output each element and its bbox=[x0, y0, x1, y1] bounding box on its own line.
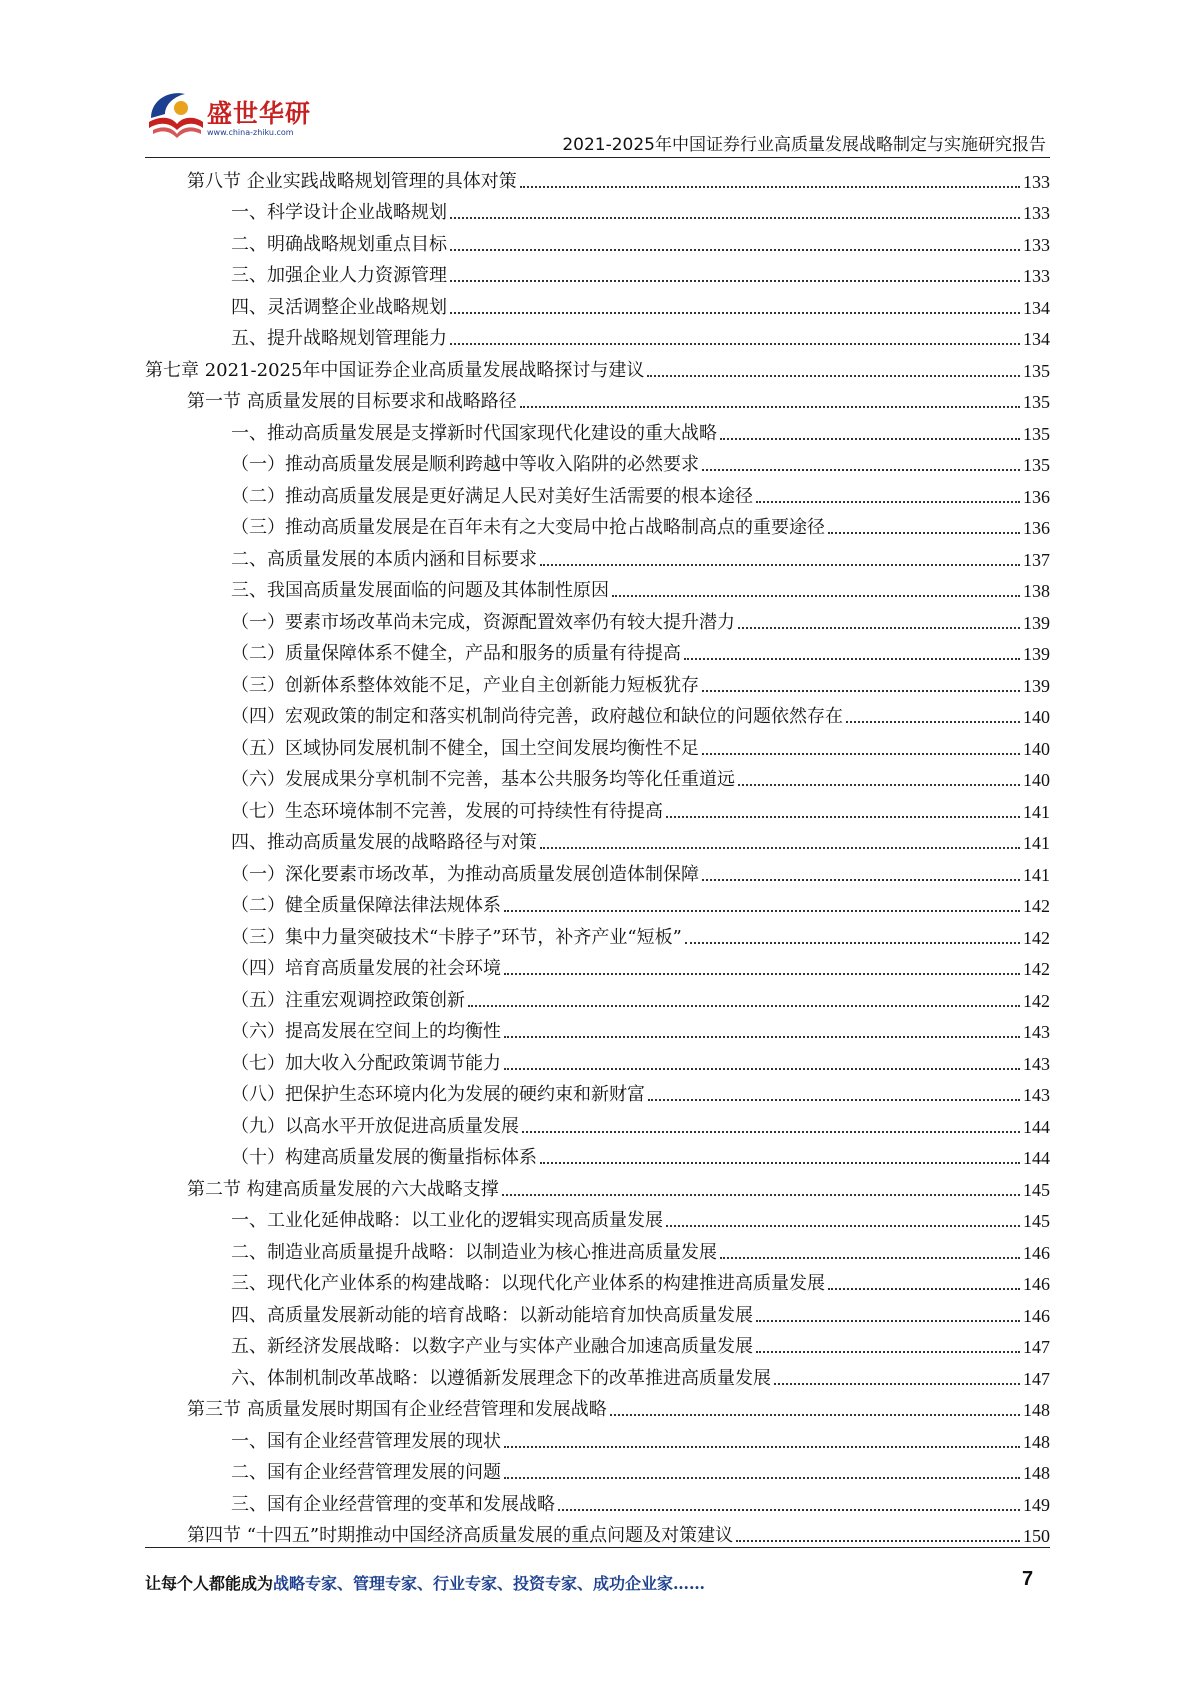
dot-leader bbox=[738, 627, 1020, 629]
toc-entry-page: 147 bbox=[1023, 1368, 1050, 1389]
toc-entry-title: 五、新经济发展战略：以数字产业与实体产业融合加速高质量发展 bbox=[231, 1336, 753, 1357]
toc-entry[interactable] bbox=[145, 1359, 1050, 1391]
toc-entry-title: 三、国有企业经营管理的变革和发展战略 bbox=[231, 1493, 555, 1515]
dot-leader bbox=[450, 217, 1020, 219]
toc-entry-page: 145 bbox=[1023, 1179, 1050, 1200]
toc-entry[interactable] bbox=[145, 729, 1050, 761]
toc-entry-title: 一、工业化延伸战略：以工业化的逻辑实现高质量发展 bbox=[231, 1210, 663, 1231]
toc-entry-page: 146 bbox=[1023, 1305, 1050, 1326]
toc-entry[interactable] bbox=[145, 792, 1050, 824]
dot-leader bbox=[828, 1288, 1020, 1290]
toc-entry-title: 四、推动高质量发展的战略路径与对策 bbox=[231, 832, 537, 853]
toc-entry[interactable] bbox=[145, 1170, 1050, 1202]
toc-entry-title: （二）健全质量保障法律法规体系 bbox=[231, 895, 501, 916]
dot-leader bbox=[647, 375, 1020, 377]
toc-entry-title: （一）深化要素市场改革，为推动高质量发展创造体制保障 bbox=[231, 863, 699, 885]
dot-leader bbox=[450, 343, 1020, 345]
toc-entry-page: 144 bbox=[1023, 1148, 1050, 1168]
footer-divider bbox=[145, 1547, 1050, 1548]
dot-leader bbox=[468, 1005, 1020, 1007]
toc-entry-page: 148 bbox=[1023, 1400, 1050, 1420]
toc-entry-title: （四）宏观政策的制定和落实机制尚待完善，政府越位和缺位的问题依然存在 bbox=[231, 706, 843, 727]
footer-prefix: 让每个人都能成为 bbox=[145, 1574, 274, 1593]
toc-entry-title: （一）推动高质量发展是顺利跨越中等收入陷阱的必然要求 bbox=[231, 454, 699, 475]
toc-entry-page: 150 bbox=[1023, 1526, 1050, 1546]
toc-entry-title: （四）培育高质量发展的社会环境 bbox=[231, 958, 501, 979]
toc-entry-page: 133 bbox=[1023, 171, 1050, 192]
toc-entry-title: 二、国有企业经营管理发展的问题 bbox=[231, 1462, 501, 1483]
toc-entry-page: 142 bbox=[1023, 959, 1050, 979]
toc-entry[interactable] bbox=[145, 1422, 1050, 1454]
toc-entry[interactable] bbox=[145, 1391, 1050, 1423]
report-title: 2021-2025年中国证券行业高质量发展战略制定与实施研究报告 bbox=[562, 135, 1046, 155]
toc-entry-title: 四、高质量发展新动能的培育战略：以新动能培育加快高质量发展 bbox=[231, 1304, 753, 1326]
toc-entry[interactable] bbox=[145, 1328, 1050, 1360]
toc-entry-title: （七）生态环境体制不完善，发展的可持续性有待提高 bbox=[231, 800, 663, 822]
dot-leader bbox=[846, 721, 1020, 723]
toc-entry-page: 143 bbox=[1023, 1022, 1050, 1042]
toc-entry-title: （九）以高水平开放促进高质量发展 bbox=[231, 1115, 519, 1137]
dot-leader bbox=[540, 564, 1020, 566]
toc-entry-title: （三）集中力量突破技术“卡脖子”环节，补齐产业“短板” bbox=[231, 926, 682, 948]
toc-entry[interactable] bbox=[145, 761, 1050, 793]
company-logo bbox=[145, 78, 345, 148]
dot-leader bbox=[610, 1414, 1020, 1416]
dot-leader bbox=[702, 690, 1020, 692]
logo-url: www.china-zhiku.com bbox=[207, 128, 294, 137]
toc-entry[interactable] bbox=[145, 950, 1050, 982]
toc-entry-page: 136 bbox=[1023, 486, 1050, 507]
toc-entry-page: 134 bbox=[1023, 329, 1050, 349]
toc-entry[interactable] bbox=[145, 1107, 1050, 1139]
dot-leader bbox=[756, 1320, 1020, 1322]
toc-entry-title: 一、国有企业经营管理发展的现状 bbox=[231, 1430, 501, 1452]
dot-leader bbox=[666, 816, 1020, 818]
footer-slogan bbox=[145, 1571, 705, 1594]
toc-entry-page: 135 bbox=[1023, 360, 1050, 381]
table-of-contents bbox=[145, 162, 1050, 1548]
toc-entry-title: （二）质量保障体系不健全，产品和服务的质量有待提高 bbox=[231, 643, 681, 664]
toc-entry[interactable] bbox=[145, 351, 1050, 383]
toc-entry[interactable] bbox=[145, 383, 1050, 415]
toc-entry[interactable] bbox=[145, 1485, 1050, 1517]
dot-leader bbox=[648, 1099, 1020, 1101]
toc-entry-page: 144 bbox=[1023, 1116, 1050, 1137]
toc-entry[interactable] bbox=[145, 1233, 1050, 1265]
dot-leader bbox=[504, 1477, 1020, 1479]
page-number: 7 bbox=[1022, 1568, 1034, 1590]
toc-entry-page: 142 bbox=[1023, 896, 1050, 916]
toc-entry[interactable] bbox=[145, 824, 1050, 856]
dot-leader bbox=[504, 1446, 1020, 1448]
dot-leader bbox=[520, 186, 1020, 188]
dot-leader bbox=[450, 249, 1020, 251]
toc-entry-title: （十）构建高质量发展的衡量指标体系 bbox=[231, 1147, 537, 1168]
dot-leader bbox=[504, 973, 1020, 975]
page-header bbox=[145, 78, 1050, 158]
toc-entry-title: 第三节 高质量发展时期国有企业经营管理和发展战略 bbox=[187, 1399, 607, 1420]
toc-entry-title: 三、我国高质量发展面临的问题及其体制性原因 bbox=[231, 580, 609, 601]
toc-entry[interactable] bbox=[145, 509, 1050, 541]
toc-entry-title: （七）加大收入分配政策调节能力 bbox=[231, 1052, 501, 1074]
dot-leader bbox=[502, 1194, 1020, 1196]
toc-entry[interactable] bbox=[145, 698, 1050, 730]
toc-entry-page: 136 bbox=[1023, 518, 1050, 538]
dot-leader bbox=[522, 1131, 1020, 1133]
toc-entry-page: 141 bbox=[1023, 801, 1050, 822]
toc-entry-page: 140 bbox=[1023, 707, 1050, 727]
dot-leader bbox=[702, 469, 1020, 471]
toc-entry[interactable] bbox=[145, 635, 1050, 667]
dot-leader bbox=[504, 1068, 1020, 1070]
toc-entry[interactable] bbox=[145, 288, 1050, 320]
toc-entry-title: （五）注重宏观调控政策创新 bbox=[231, 989, 465, 1011]
toc-entry[interactable] bbox=[145, 981, 1050, 1013]
dot-leader bbox=[540, 847, 1020, 849]
toc-entry-page: 140 bbox=[1023, 770, 1050, 790]
toc-entry-title: （三）推动高质量发展是在百年未有之大变局中抢占战略制高点的重要途径 bbox=[231, 517, 825, 538]
toc-entry-title: 四、灵活调整企业战略规划 bbox=[231, 296, 447, 318]
toc-entry-page: 146 bbox=[1023, 1242, 1050, 1263]
toc-entry-page: 134 bbox=[1023, 297, 1050, 318]
toc-entry-title: 二、明确战略规划重点目标 bbox=[231, 233, 447, 255]
dot-leader bbox=[450, 280, 1020, 282]
dot-leader bbox=[828, 532, 1020, 534]
dot-leader bbox=[774, 1383, 1020, 1385]
dot-leader bbox=[736, 1540, 1020, 1542]
toc-entry-title: 第一节 高质量发展的目标要求和战略路径 bbox=[187, 391, 517, 412]
toc-entry[interactable] bbox=[145, 194, 1050, 226]
dot-leader bbox=[540, 1162, 1020, 1164]
toc-entry[interactable] bbox=[145, 1296, 1050, 1328]
dot-leader bbox=[612, 595, 1020, 597]
toc-entry[interactable] bbox=[145, 320, 1050, 352]
toc-entry-title: 一、科学设计企业战略规划 bbox=[231, 202, 447, 223]
header-divider bbox=[145, 157, 1050, 158]
dot-leader bbox=[756, 1351, 1020, 1353]
toc-entry[interactable] bbox=[145, 1265, 1050, 1297]
toc-entry-page: 147 bbox=[1023, 1337, 1050, 1357]
toc-entry-title: （二）推动高质量发展是更好满足人民对美好生活需要的根本途径 bbox=[231, 485, 753, 507]
toc-entry-title: 二、高质量发展的本质内涵和目标要求 bbox=[231, 548, 537, 570]
logo-name: 盛世华研 bbox=[207, 99, 312, 128]
toc-entry-page: 135 bbox=[1023, 423, 1050, 444]
toc-entry[interactable] bbox=[145, 446, 1050, 478]
toc-entry-page: 133 bbox=[1023, 266, 1050, 286]
toc-entry-page: 142 bbox=[1023, 990, 1050, 1011]
toc-entry[interactable] bbox=[145, 855, 1050, 887]
toc-entry[interactable] bbox=[145, 257, 1050, 289]
toc-entry-page: 145 bbox=[1023, 1211, 1050, 1231]
toc-entry[interactable] bbox=[145, 666, 1050, 698]
toc-entry[interactable] bbox=[145, 887, 1050, 919]
toc-entry[interactable] bbox=[145, 1517, 1050, 1549]
toc-entry-title: 三、加强企业人力资源管理 bbox=[231, 265, 447, 286]
toc-entry-title: 五、提升战略规划管理能力 bbox=[231, 328, 447, 349]
toc-entry[interactable] bbox=[145, 1013, 1050, 1045]
toc-entry-page: 141 bbox=[1023, 833, 1050, 853]
dot-leader bbox=[666, 1225, 1020, 1227]
dot-leader bbox=[702, 753, 1020, 755]
dot-leader bbox=[558, 1509, 1020, 1511]
toc-entry[interactable] bbox=[145, 225, 1050, 257]
toc-entry-page: 139 bbox=[1023, 644, 1050, 664]
toc-entry[interactable] bbox=[145, 1139, 1050, 1171]
toc-entry-page: 143 bbox=[1023, 1085, 1050, 1105]
toc-entry-page: 139 bbox=[1023, 612, 1050, 633]
toc-entry-page: 143 bbox=[1023, 1053, 1050, 1074]
toc-entry-title: 二、制造业高质量提升战略：以制造业为核心推进高质量发展 bbox=[231, 1241, 717, 1263]
toc-entry-title: 一、推动高质量发展是支撑新时代国家现代化建设的重大战略 bbox=[231, 422, 717, 444]
dot-leader bbox=[720, 1257, 1020, 1259]
footer-highlight: 战略专家、管理专家、行业专家、投资专家、成功企业家…… bbox=[273, 1574, 706, 1593]
toc-entry-title: 第八节 企业实践战略规划管理的具体对策 bbox=[187, 170, 517, 192]
toc-entry-title: 第四节 “十四五”时期推动中国经济高质量发展的重点问题及对策建议 bbox=[187, 1525, 734, 1546]
toc-entry-page: 137 bbox=[1023, 549, 1050, 570]
toc-entry-title: （一）要素市场改革尚未完成，资源配置效率仍有较大提升潜力 bbox=[231, 611, 735, 633]
dot-leader bbox=[702, 879, 1020, 881]
toc-entry[interactable] bbox=[145, 572, 1050, 604]
toc-entry-page: 149 bbox=[1023, 1494, 1050, 1515]
dot-leader bbox=[685, 942, 1020, 944]
toc-entry-title: （六）发展成果分享机制不完善，基本公共服务均等化任重道远 bbox=[231, 769, 735, 790]
toc-entry-title: 第二节 构建高质量发展的六大战略支撑 bbox=[187, 1178, 499, 1200]
toc-entry-page: 146 bbox=[1023, 1274, 1050, 1294]
dot-leader bbox=[720, 438, 1020, 440]
toc-entry[interactable] bbox=[145, 1454, 1050, 1486]
dot-leader bbox=[504, 910, 1020, 912]
toc-entry-page: 138 bbox=[1023, 581, 1050, 601]
dot-leader bbox=[504, 1036, 1020, 1038]
toc-entry-title: （八）把保护生态环境内化为发展的硬约束和新财富 bbox=[231, 1084, 645, 1105]
toc-entry-page: 135 bbox=[1023, 455, 1050, 475]
toc-entry-title: 三、现代化产业体系的构建战略：以现代化产业体系的构建推进高质量发展 bbox=[231, 1273, 825, 1294]
toc-entry-page: 139 bbox=[1023, 675, 1050, 696]
toc-entry-page: 133 bbox=[1023, 234, 1050, 255]
toc-entry[interactable] bbox=[145, 1202, 1050, 1234]
logo-emblem-icon bbox=[145, 82, 205, 142]
toc-entry[interactable] bbox=[145, 162, 1050, 194]
toc-entry-page: 140 bbox=[1023, 738, 1050, 759]
toc-entry-title: 第七章 2021-2025年中国证券企业高质量发展战略探讨与建议 bbox=[145, 359, 645, 381]
toc-entry-title: （五）区域协同发展机制不健全，国土空间发展均衡性不足 bbox=[231, 737, 699, 759]
dot-leader bbox=[520, 406, 1020, 408]
toc-entry-title: （六）提高发展在空间上的均衡性 bbox=[231, 1021, 501, 1042]
toc-entry[interactable] bbox=[145, 540, 1050, 572]
toc-entry-title: （三）创新体系整体效能不足，产业自主创新能力短板犹存 bbox=[231, 674, 699, 696]
toc-entry[interactable] bbox=[145, 477, 1050, 509]
toc-entry-page: 148 bbox=[1023, 1463, 1050, 1483]
toc-entry-page: 135 bbox=[1023, 392, 1050, 412]
toc-entry[interactable] bbox=[145, 1076, 1050, 1108]
dot-leader bbox=[450, 312, 1020, 314]
dot-leader bbox=[738, 784, 1020, 786]
toc-entry[interactable] bbox=[145, 414, 1050, 446]
toc-entry-page: 133 bbox=[1023, 203, 1050, 223]
toc-entry[interactable] bbox=[145, 918, 1050, 950]
toc-entry-title: 六、体制机制改革战略：以遵循新发展理念下的改革推进高质量发展 bbox=[231, 1367, 771, 1389]
dot-leader bbox=[684, 658, 1020, 660]
toc-entry[interactable] bbox=[145, 1044, 1050, 1076]
toc-entry-page: 148 bbox=[1023, 1431, 1050, 1452]
toc-entry-page: 142 bbox=[1023, 927, 1050, 948]
dot-leader bbox=[756, 501, 1020, 503]
toc-entry[interactable] bbox=[145, 603, 1050, 635]
toc-entry-page: 141 bbox=[1023, 864, 1050, 885]
